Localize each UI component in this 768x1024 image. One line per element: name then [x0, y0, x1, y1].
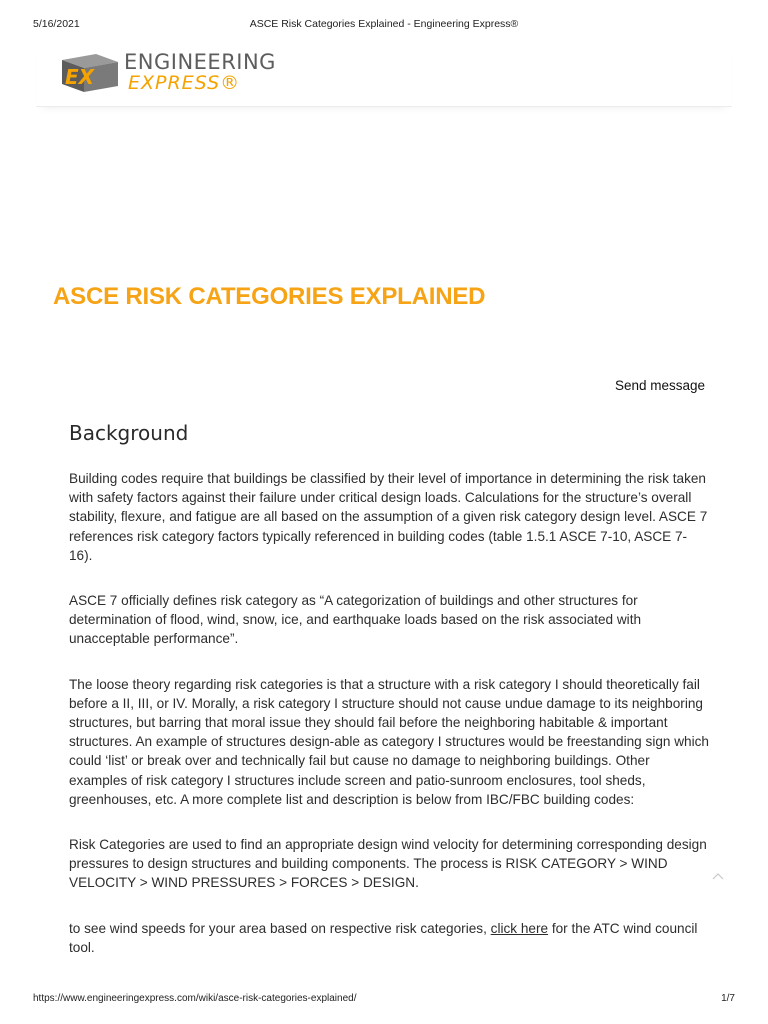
print-footer	[0, 993, 768, 1007]
paragraph-text: for the ATC wind council tool.	[69, 920, 698, 955]
logo-mark-text: EX	[65, 65, 95, 89]
page-title: ASCE RISK CATEGORIES EXPLAINED	[53, 283, 486, 310]
send-message-link[interactable]: Send message	[614, 378, 705, 393]
site-header	[36, 36, 732, 107]
paragraph: Risk Categories are used to find an appropriate design wind velocity for determining corresponding design pressures to design structures and building components. The process is RISK CATEGORY > WIND VELOCITY > WIND PRESSURES > FORCES > DESIGN.	[69, 837, 707, 891]
print-page-number: 1/7	[721, 993, 735, 1004]
logo-word-express: EXPRESS®	[128, 72, 241, 94]
atc-wind-tool-link[interactable]: click here	[490, 920, 549, 936]
article-body	[69, 469, 709, 983]
section-heading-background: Background	[69, 421, 189, 445]
engineering-express-logo-icon	[56, 48, 124, 96]
paragraph-atc-tool	[69, 919, 709, 957]
print-date: 5/16/2021	[33, 18, 80, 30]
site-logo[interactable]	[56, 48, 306, 98]
paragraph: The loose theory regarding risk categories is that a structure with a risk category I should theoretically fail before a II, III, or IV. Morally, a risk category I structure should not cause undue damage to its neighboring structures, but barring that moral issue they should fail before the neighboring habitable & important structures. An example of structures design-able as category I structures would be freestanding sign which could ‘list’ or break over and technically fail but cause no damage to neighboring buildings. Other examples of risk category I structures include screen and patio-sunroom enclosures, tool sheds, greenhouses, etc. A more complete list and description is below from IBC/FBC building codes:	[69, 676, 709, 807]
print-header	[0, 18, 768, 32]
paragraph: Building codes require that buildings be classified by their level of importance in determining the risk taken with safety factors against their failure under critical design loads. Calculations for the structure’s overall stability, flexure, and fatigue are all based on the assumption of a given risk category design level. ASCE 7 references risk category factors typically referenced in building codes (table 1.5.1 ASCE 7-10, ASCE 7-16).	[69, 471, 708, 563]
print-url: https://www.engineeringexpress.com/wiki/asce-risk-categories-explained/	[33, 993, 357, 1004]
paragraph-text: to see wind speeds for your area based on respective risk categories,	[69, 920, 491, 936]
logo-word-engineering: ENGINEERING	[124, 50, 276, 74]
paragraph: ASCE 7 officially defines risk category as “A categorization of buildings and other structures for determination of flood, wind, snow, ice, and earthquake loads based on the risk associated with unacceptable performance”.	[69, 593, 642, 647]
chevron-up-icon	[710, 868, 726, 884]
print-document-title: ASCE Risk Categories Explained - Engineering Express®	[249, 18, 519, 30]
scroll-to-top-button[interactable]	[710, 868, 726, 884]
